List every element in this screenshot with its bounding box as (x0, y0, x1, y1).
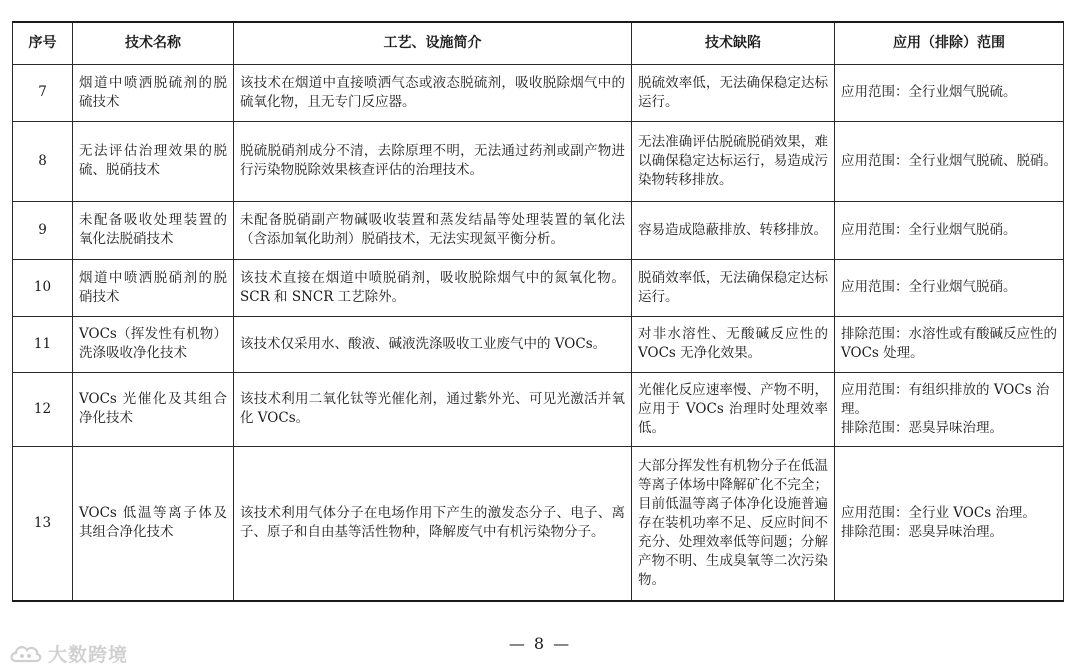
technology-name: VOCs 低温等离子体及其组合净化技术 (73, 446, 234, 601)
scope-line: 应用范围：全行业烟气脱硝。 (841, 221, 1017, 238)
technology-name: 无法评估治理效果的脱硫、脱硝技术 (73, 121, 234, 201)
cloud-logo-icon (8, 643, 42, 665)
table-row (13, 259, 1064, 316)
scope-line: 排除范围：恶臭异味治理。 (841, 419, 1003, 436)
technical-defect: 对非水溶性、无酸碱反应性的 VOCs 无净化效果。 (632, 316, 835, 372)
technology-name: 烟道中喷洒脱硫剂的脱硫技术 (73, 64, 234, 121)
table-row (13, 372, 1064, 446)
application-scope (835, 372, 1064, 446)
header-name: 技术名称 (73, 22, 234, 64)
scope-line: 应用范围：全行业烟气脱硫。 (841, 84, 1017, 100)
technical-defect: 脱硝效率低，无法确保稳定达标运行。 (632, 259, 835, 316)
row-number: 12 (13, 372, 73, 446)
header-num: 序号 (13, 22, 73, 64)
table-row (13, 446, 1064, 601)
application-scope (835, 201, 1064, 259)
process-description: 该技术直接在烟道中喷脱硝剂，吸收脱除烟气中的氮氧化物。SCR 和 SNCR 工艺除外。 (234, 259, 632, 316)
application-scope (835, 64, 1064, 121)
scope-line: 排除范围：水溶性或有酸碱反应性的 VOCs 处理。 (841, 326, 1057, 361)
process-description: 该技术在烟道中直接喷洒气态或液态脱硫剂，吸收脱除烟气中的硫氧化物，且无专门反应器。 (234, 64, 632, 121)
row-number: 13 (13, 446, 73, 601)
process-description: 未配备脱硝副产物碱吸收装置和蒸发结晶等处理装置的氧化法（含添加氧化助剂）脱硝技术，无法实现氮平衡分析。 (234, 201, 632, 259)
row-number: 11 (13, 316, 73, 372)
scope-line: 应用范围：有组织排放的 VOCs 治理。 (841, 381, 1050, 417)
header-process: 工艺、设施简介 (234, 22, 632, 64)
application-scope (835, 121, 1064, 201)
application-scope (835, 259, 1064, 316)
technical-defect: 无法准确评估脱硫脱硝效果，难以确保稳定达标运行，易造成污染物转移排放。 (632, 121, 835, 201)
scope-line: 应用范围：全行业 VOCs 治理。 (841, 505, 1036, 522)
application-scope (835, 446, 1064, 601)
technology-name: VOCs（挥发性有机物）洗涤吸收净化技术 (73, 316, 234, 372)
process-description: 脱硫脱硝剂成分不清，去除原理不明，无法通过药剂或副产物进行污染物脱除效果核查评估的治理技术。 (234, 121, 632, 201)
technology-name: 烟道中喷洒脱硝剂的脱硝技术 (73, 259, 234, 316)
technical-defect: 脱硫效率低，无法确保稳定达标运行。 (632, 64, 835, 121)
technical-defect: 光催化反应速率慢、产物不明，应用于 VOCs 治理时处理效率低。 (632, 372, 835, 446)
watermark-text: 大数跨境 (48, 644, 129, 666)
row-number: 8 (13, 121, 73, 201)
technology-name: 未配备吸收处理装置的氧化法脱硝技术 (73, 201, 234, 259)
row-number: 10 (13, 259, 73, 316)
watermark (8, 640, 128, 667)
table-row (13, 121, 1064, 201)
row-number: 7 (13, 64, 73, 121)
process-description: 该技术利用气体分子在电场作用下产生的激发态分子、电子、离子、原子和自由基等活性物种，降解废气中有机污染物分子。 (234, 446, 632, 601)
technology-name: VOCs 光催化及其组合净化技术 (73, 372, 234, 446)
scope-line: 应用范围：全行业烟气脱硝。 (841, 279, 1017, 295)
process-description: 该技术利用二氧化钛等光催化剂，通过紫外光、可见光激活并氧化 VOCs。 (234, 372, 632, 446)
application-scope (835, 316, 1064, 372)
table-header-row (13, 22, 1064, 64)
table-row (13, 201, 1064, 259)
row-number: 9 (13, 201, 73, 259)
technology-table (12, 21, 1064, 602)
technical-defect: 容易造成隐蔽排放、转移排放。 (632, 201, 835, 259)
table-row (13, 316, 1064, 372)
process-description: 该技术仅采用水、酸液、碱液洗涤吸收工业废气中的 VOCs。 (234, 316, 632, 372)
page-number: — 8 — (508, 634, 572, 653)
scope-line: 排除范围：恶臭异味治理。 (841, 524, 1003, 541)
header-defect: 技术缺陷 (632, 22, 835, 64)
header-scope: 应用（排除）范围 (835, 22, 1064, 64)
scope-line: 应用范围：全行业烟气脱硫、脱硝。 (841, 152, 1057, 169)
technical-defect: 大部分挥发性有机物分子在低温等离子体场中降解矿化不完全；目前低温等离子体净化设施普遍存在装机功率不足、反应时间不充分、处理效率低等问题；分解产物不明、生成臭氧等二次污染物。 (632, 446, 835, 601)
table-row (13, 64, 1064, 121)
